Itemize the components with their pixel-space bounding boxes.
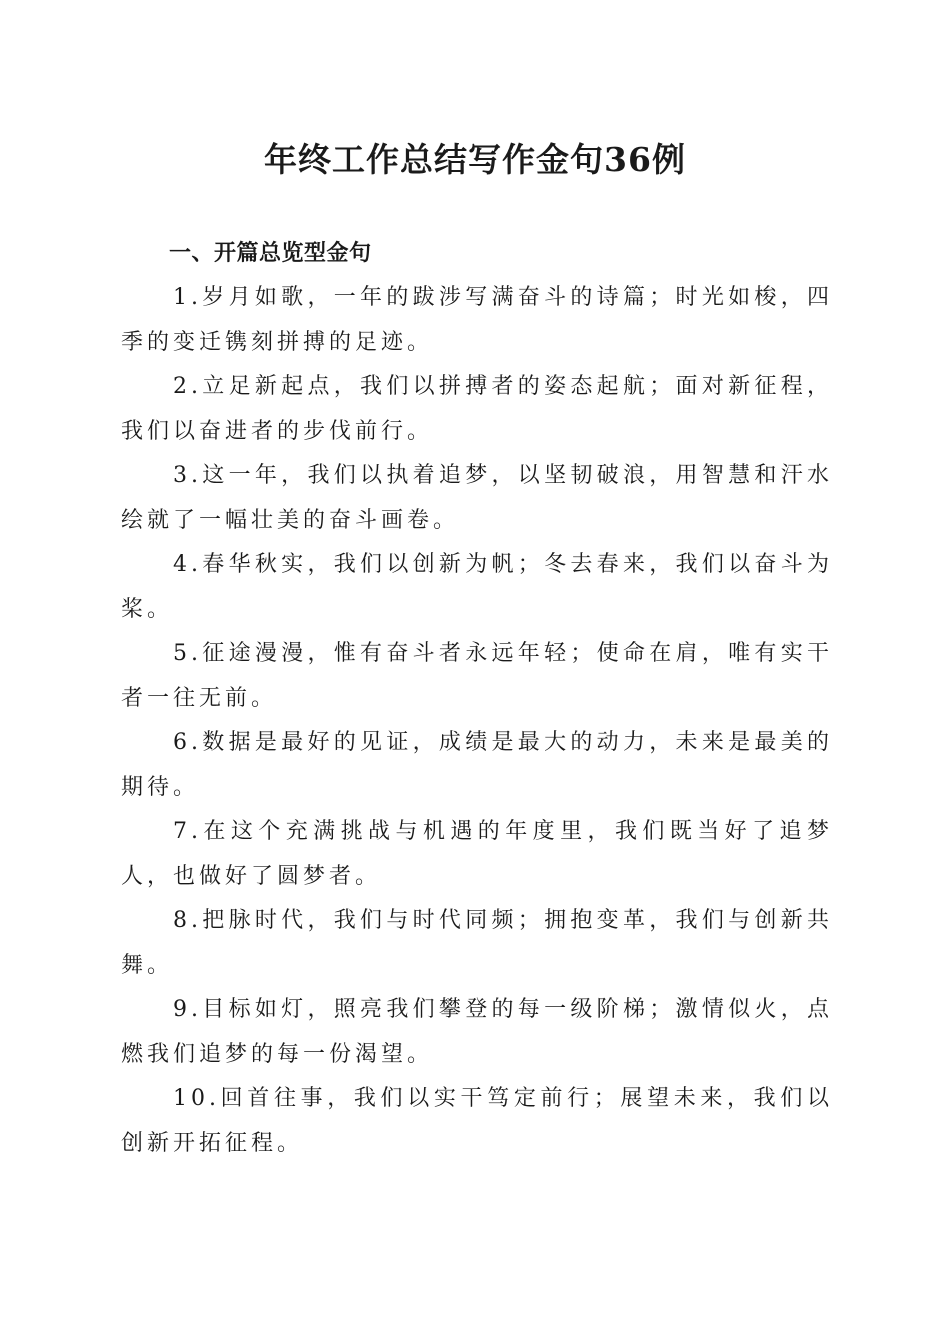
section-heading: 一、开篇总览型金句 xyxy=(169,241,372,266)
quote-item-3: 3.这一年，我们以执着追梦，以坚韧破浪，用智慧和汗水绘就了一幅壮美的奋斗画卷。 xyxy=(121,463,833,533)
quote-item-7: 7.在这个充满挑战与机遇的年度里，我们既当好了追梦人，也做好了圆梦者。 xyxy=(121,819,833,889)
quote-item-1: 1.岁月如歌，一年的跋涉写满奋斗的诗篇；时光如梭，四季的变迁镌刻拼搏的足迹。 xyxy=(121,285,833,355)
document-body xyxy=(121,232,833,1166)
quote-item-8: 8.把脉时代，我们与时代同频；拥抱变革，我们与创新共舞。 xyxy=(121,908,833,978)
document-title: 年终工作总结写作金句36例 xyxy=(264,140,686,179)
quote-item-10: 10.回首往事，我们以实干笃定前行；展望未来，我们以创新开拓征程。 xyxy=(121,1086,833,1156)
quote-item-2: 2.立足新起点，我们以拼搏者的姿态起航；面对新征程，我们以奋进者的步伐前行。 xyxy=(121,374,833,444)
quote-item-6: 6.数据是最好的见证，成绩是最大的动力，未来是最美的期待。 xyxy=(121,730,833,800)
quote-item-5: 5.征途漫漫，惟有奋斗者永远年轻；使命在肩，唯有实干者一往无前。 xyxy=(121,641,833,711)
quote-item-4: 4.春华秋实，我们以创新为帆；冬去春来，我们以奋斗为桨。 xyxy=(121,552,833,622)
quote-item-9: 9.目标如灯，照亮我们攀登的每一级阶梯；激情似火，点燃我们追梦的每一份渴望。 xyxy=(121,997,833,1067)
